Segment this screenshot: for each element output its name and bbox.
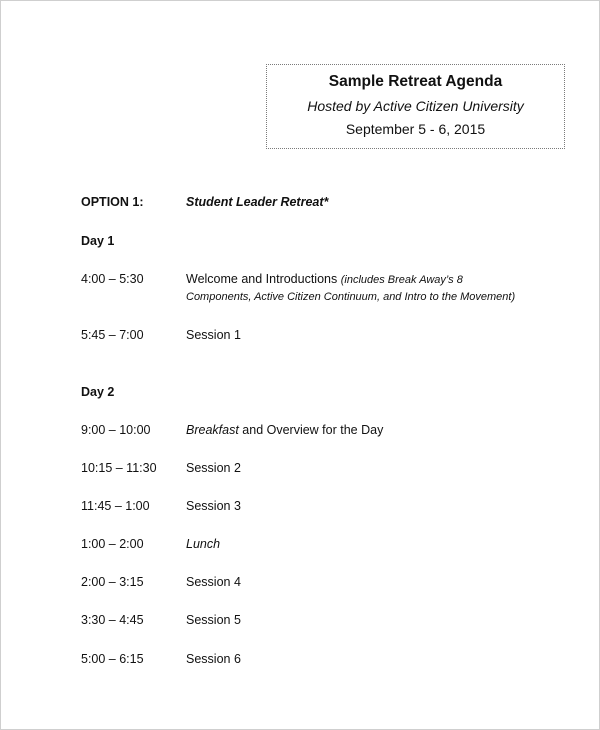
day-1-heading: Day 1	[81, 234, 115, 248]
agenda-title: Sample Retreat Agenda	[328, 73, 503, 90]
day-2-heading: Day 2	[81, 385, 115, 399]
activity-note: (includes Break Away’s 8	[340, 274, 463, 286]
host-line: Hosted by Active Citizen University	[307, 98, 524, 114]
agenda-time: 5:00 – 6:15	[81, 652, 144, 666]
agenda-time: 2:00 – 3:15	[81, 575, 144, 589]
agenda-time: 4:00 – 5:30	[81, 272, 144, 286]
agenda-activity: Session 2	[186, 461, 241, 475]
agenda-time: 1:00 – 2:00	[81, 537, 144, 551]
agenda-activity	[186, 423, 383, 437]
agenda-activity	[186, 272, 463, 286]
agenda-activity: Session 6	[186, 652, 241, 666]
activity-italic-text: Breakfast	[186, 423, 239, 437]
agenda-time: 5:45 – 7:00	[81, 328, 144, 342]
activity-text: and Overview for the Day	[238, 423, 384, 437]
option-label: OPTION 1:	[81, 195, 144, 209]
activity-text: Welcome and Introductions	[186, 272, 338, 286]
agenda-activity: Session 4	[186, 575, 241, 589]
agenda-time: 11:45 – 1:00	[81, 499, 150, 513]
agenda-time: 3:30 – 4:45	[81, 613, 144, 627]
dates-line: September 5 - 6, 2015	[345, 121, 486, 137]
agenda-time: 9:00 – 10:00	[81, 423, 151, 437]
agenda-activity: Session 1	[186, 328, 241, 342]
agenda-activity: Lunch	[186, 537, 221, 551]
agenda-activity: Session 3	[186, 499, 241, 513]
option-name: Student Leader Retreat*	[186, 195, 329, 209]
title-box	[266, 64, 565, 149]
agenda-activity: Session 5	[186, 613, 241, 627]
agenda-time: 10:15 – 11:30	[81, 461, 157, 475]
activity-note-continued: Components, Active Citizen Continuum, and Intro to the Movement)	[186, 291, 516, 303]
